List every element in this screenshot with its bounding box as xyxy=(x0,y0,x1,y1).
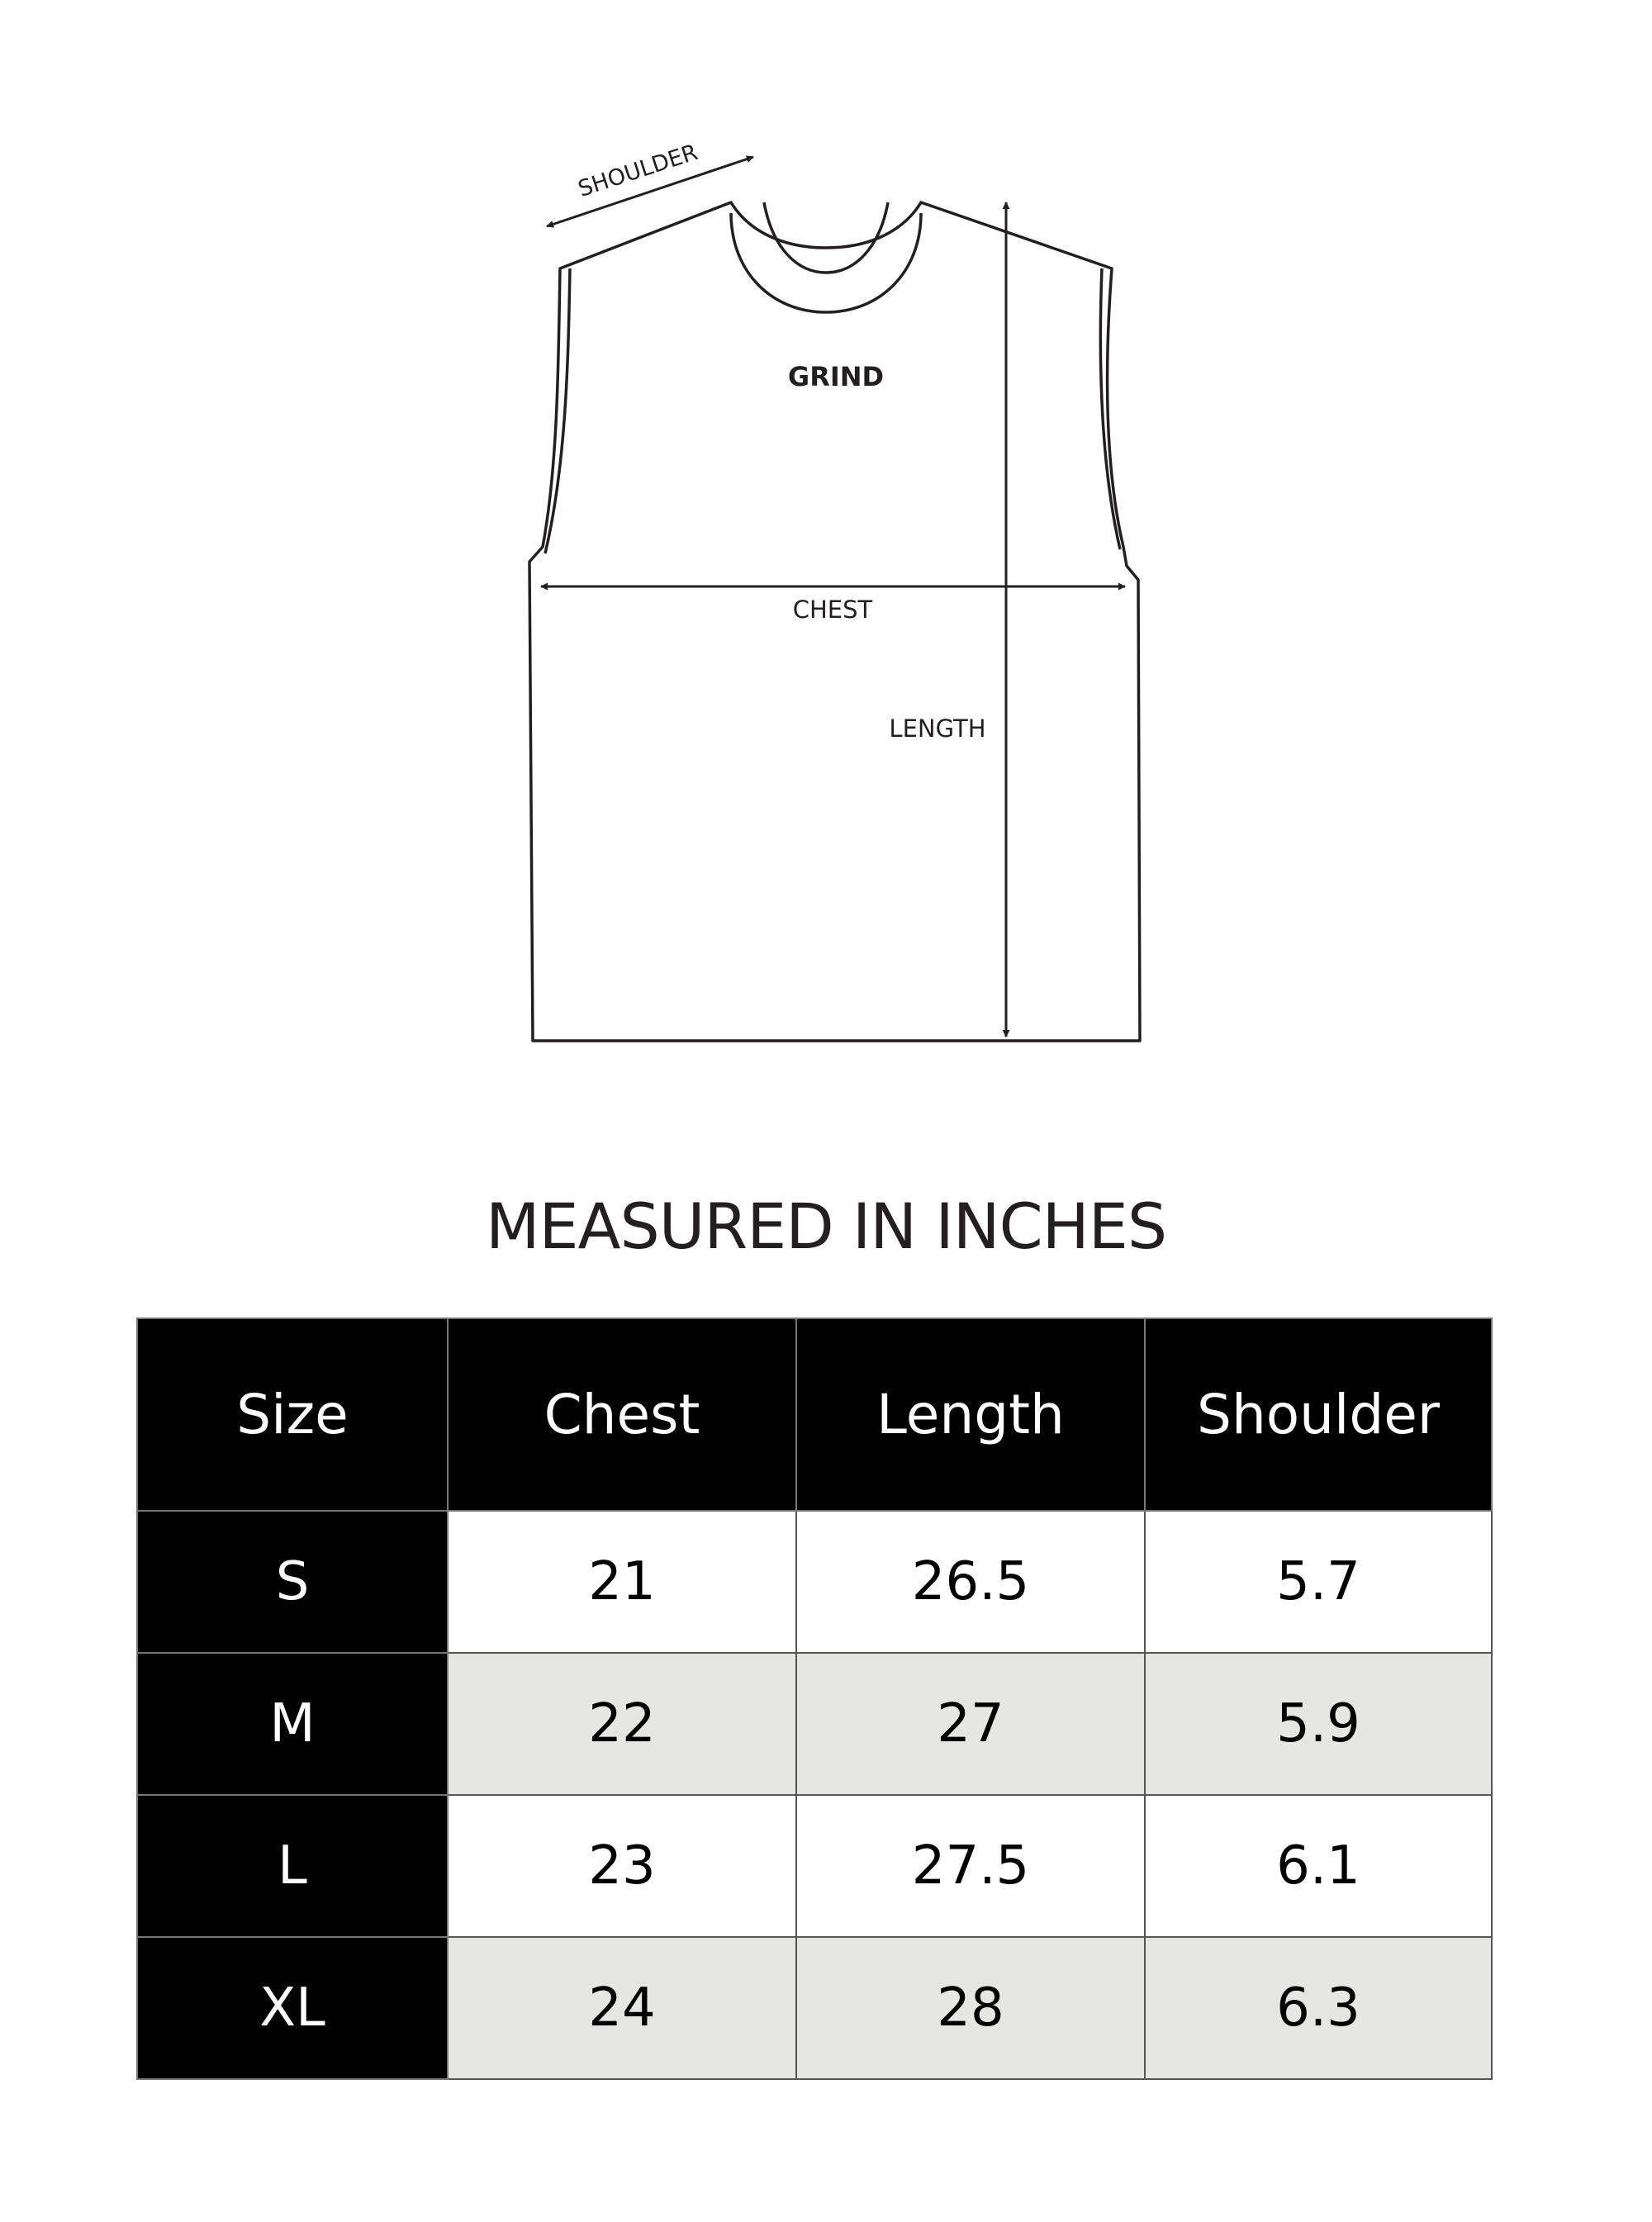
brand-logo-text: GRIND xyxy=(787,361,885,392)
table-header-row xyxy=(137,1318,1492,1511)
header-length: Length xyxy=(796,1318,1145,1511)
header-shoulder: Shoulder xyxy=(1145,1318,1492,1511)
shoulder-cell: 6.1 xyxy=(1145,1795,1492,1937)
collar-inner xyxy=(764,202,888,273)
size-cell: M xyxy=(137,1653,448,1795)
length-cell: 27.5 xyxy=(796,1795,1145,1937)
table-row xyxy=(137,1653,1492,1795)
shoulder-cell: 6.3 xyxy=(1145,1937,1492,2079)
page-title: MEASURED IN INCHES xyxy=(485,1189,1167,1263)
chest-cell: 24 xyxy=(448,1937,796,2079)
shoulder-label: SHOULDER xyxy=(575,139,701,202)
length-cell: 27 xyxy=(796,1653,1145,1795)
tank-top-diagram xyxy=(0,0,1652,1099)
table-row xyxy=(137,1511,1492,1653)
shoulder-cell: 5.7 xyxy=(1145,1511,1492,1653)
length-cell: 26.5 xyxy=(796,1511,1145,1653)
size-cell: XL xyxy=(137,1937,448,2079)
table-row xyxy=(137,1795,1492,1937)
header-size: Size xyxy=(137,1318,448,1511)
size-cell: S xyxy=(137,1511,448,1653)
size-chart-table xyxy=(136,1318,1493,2080)
size-cell: L xyxy=(137,1795,448,1937)
header-chest: Chest xyxy=(448,1318,796,1511)
collar xyxy=(731,213,921,312)
chest-cell: 23 xyxy=(448,1795,796,1937)
shoulder-cell: 5.9 xyxy=(1145,1653,1492,1795)
table-row xyxy=(137,1937,1492,2079)
chest-label: CHEST xyxy=(792,596,873,624)
length-label: LENGTH xyxy=(889,715,986,743)
chest-cell: 22 xyxy=(448,1653,796,1795)
chest-cell: 21 xyxy=(448,1511,796,1653)
length-cell: 28 xyxy=(796,1937,1145,2079)
